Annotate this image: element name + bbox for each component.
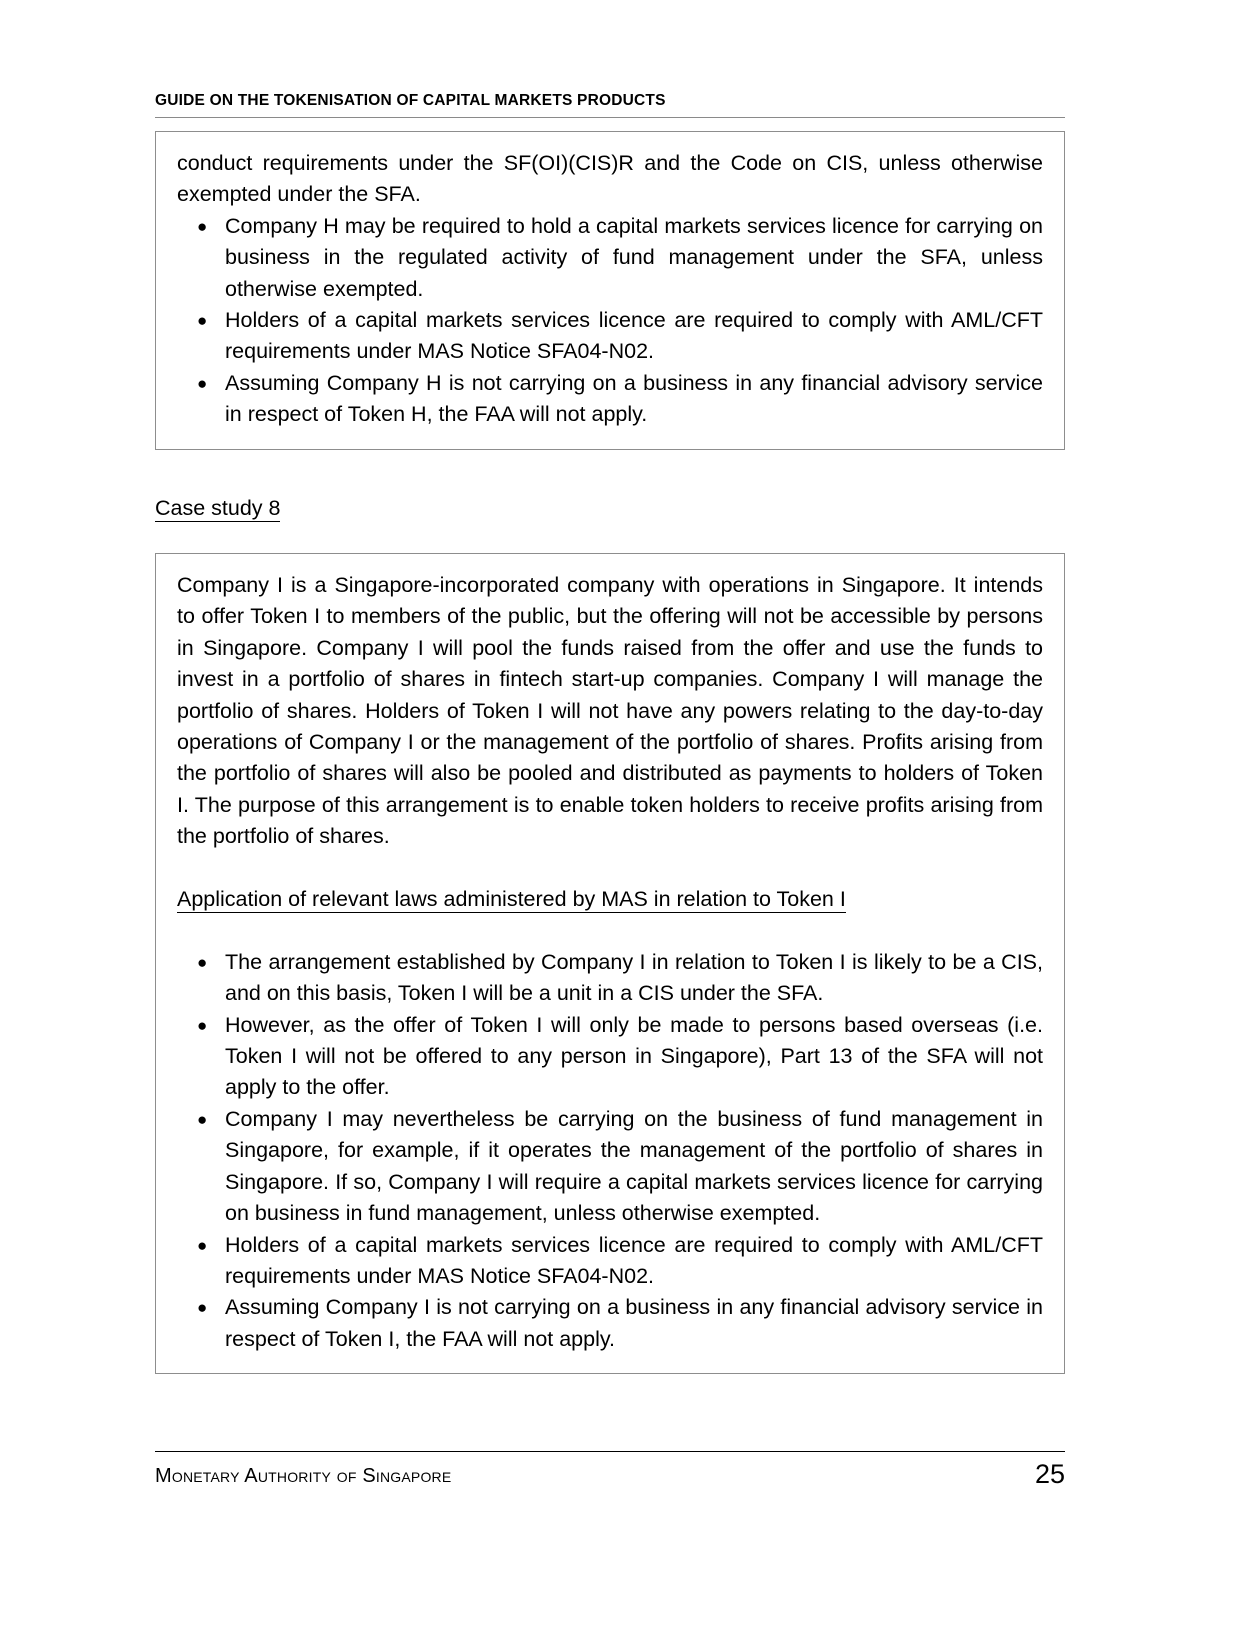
list-item-text: Assuming Company I is not carrying on a business in any financial advisory service in respect of Token I, the FAA will not apply. [225,1295,1043,1351]
case-study-8-heading-text: Case study 8 [155,496,281,520]
paragraph-spacer [177,853,1043,884]
application-of-laws-subheading [177,884,1043,915]
bullet-icon: ● [197,1015,208,1035]
header-divider [155,117,1065,118]
subheading-spacer [177,915,1043,946]
list-item [177,368,1043,431]
list-item-text: The arrangement established by Company I in relation to Token I is likely to be a CIS, and on this basis, Token I will be a unit in a CIS under the SFA. [225,949,1043,1006]
list-item-text: Holders of a capital markets services licence are required to comply with AML/CFT requirements under MAS Notice SFA04-N02. [225,308,1043,364]
list-item [177,1010,1043,1104]
bullet-icon: ● [197,1235,208,1255]
case-study-8-description: Company I is a Singapore-incorporated company with operations in Singapore. It intends to offer Token I to members of the public, but the offering will not be accessible by persons in Singapore. Company I will pool the funds raised from the offer and use the funds to invest in a portfolio of shares in fintech start-up companies. Company I will manage the portfolio of shares. Holders of Token I will not have any powers relating to the day-to-day operations of Company I or the management of the portfolio of shares. Profits arising from the portfolio of shares will also be pooled and distributed as payments to holders of Token I. The purpose of this arrangement is to enable token holders to receive profits arising from the portfolio of shares. [177,573,1043,849]
box-two-bullet-list [177,947,1043,1355]
case-study-7-box [155,131,1065,450]
application-of-laws-subheading-text: Application of relevant laws administered by MAS in relation to Token I [177,887,846,912]
bullet-icon: ● [197,373,208,393]
bullet-icon: ● [197,1298,208,1318]
bullet-icon: ● [197,952,208,972]
list-item [177,211,1043,305]
list-item [177,1230,1043,1293]
list-item-text: Company I may nevertheless be carrying on the business of fund management in Singapore, for example, if it operates the management of the portfolio of shares in Singapore. If so, Company I will require a capital markets services licence for carrying on business in fund management, unless otherwise exempted. [225,1106,1043,1226]
box-one-lead-continuation: conduct requirements under the SF(OI)(CIS)R and the Code on CIS, unless otherwise exempted under the SFA. [177,151,1043,207]
list-item-text: However, as the offer of Token I will only be made to persons based overseas (i.e. Token I will not be offered to any person in Singapore), Part 13 of the SFA will not apply to the offer. [225,1012,1043,1100]
footer-page-number: 25 [1034,1459,1065,1489]
list-item-text: Assuming Company H is not carrying on a business in any financial advisory service in respect of Token H, the FAA will not apply. [225,370,1043,427]
case-study-8-box [155,553,1065,1374]
document-footer [155,1451,1065,1488]
document-header-title: GUIDE ON THE TOKENISATION OF CAPITAL MARKETS PRODUCTS [155,92,666,109]
list-item-text: Company H may be required to hold a capital markets services licence for carrying on business in the regulated activity of fund management under the SFA, unless otherwise exempted. [225,213,1043,301]
footer-row [155,1452,1065,1488]
list-item-text: Holders of a capital markets services licence are required to comply with AML/CFT requirements under MAS Notice SFA04-N02. [225,1232,1043,1288]
list-item [177,947,1043,1010]
footer-organisation: Monetary Authority of Singapore [155,1465,452,1487]
bullet-icon: ● [197,311,208,331]
box-one-bullet-list [177,211,1043,431]
list-item [177,305,1043,368]
list-item [177,1292,1043,1355]
document-header [155,92,1065,118]
bullet-icon: ● [197,216,208,236]
case-study-8-heading [155,493,280,524]
bullet-icon: ● [197,1109,208,1129]
list-item [177,1104,1043,1230]
